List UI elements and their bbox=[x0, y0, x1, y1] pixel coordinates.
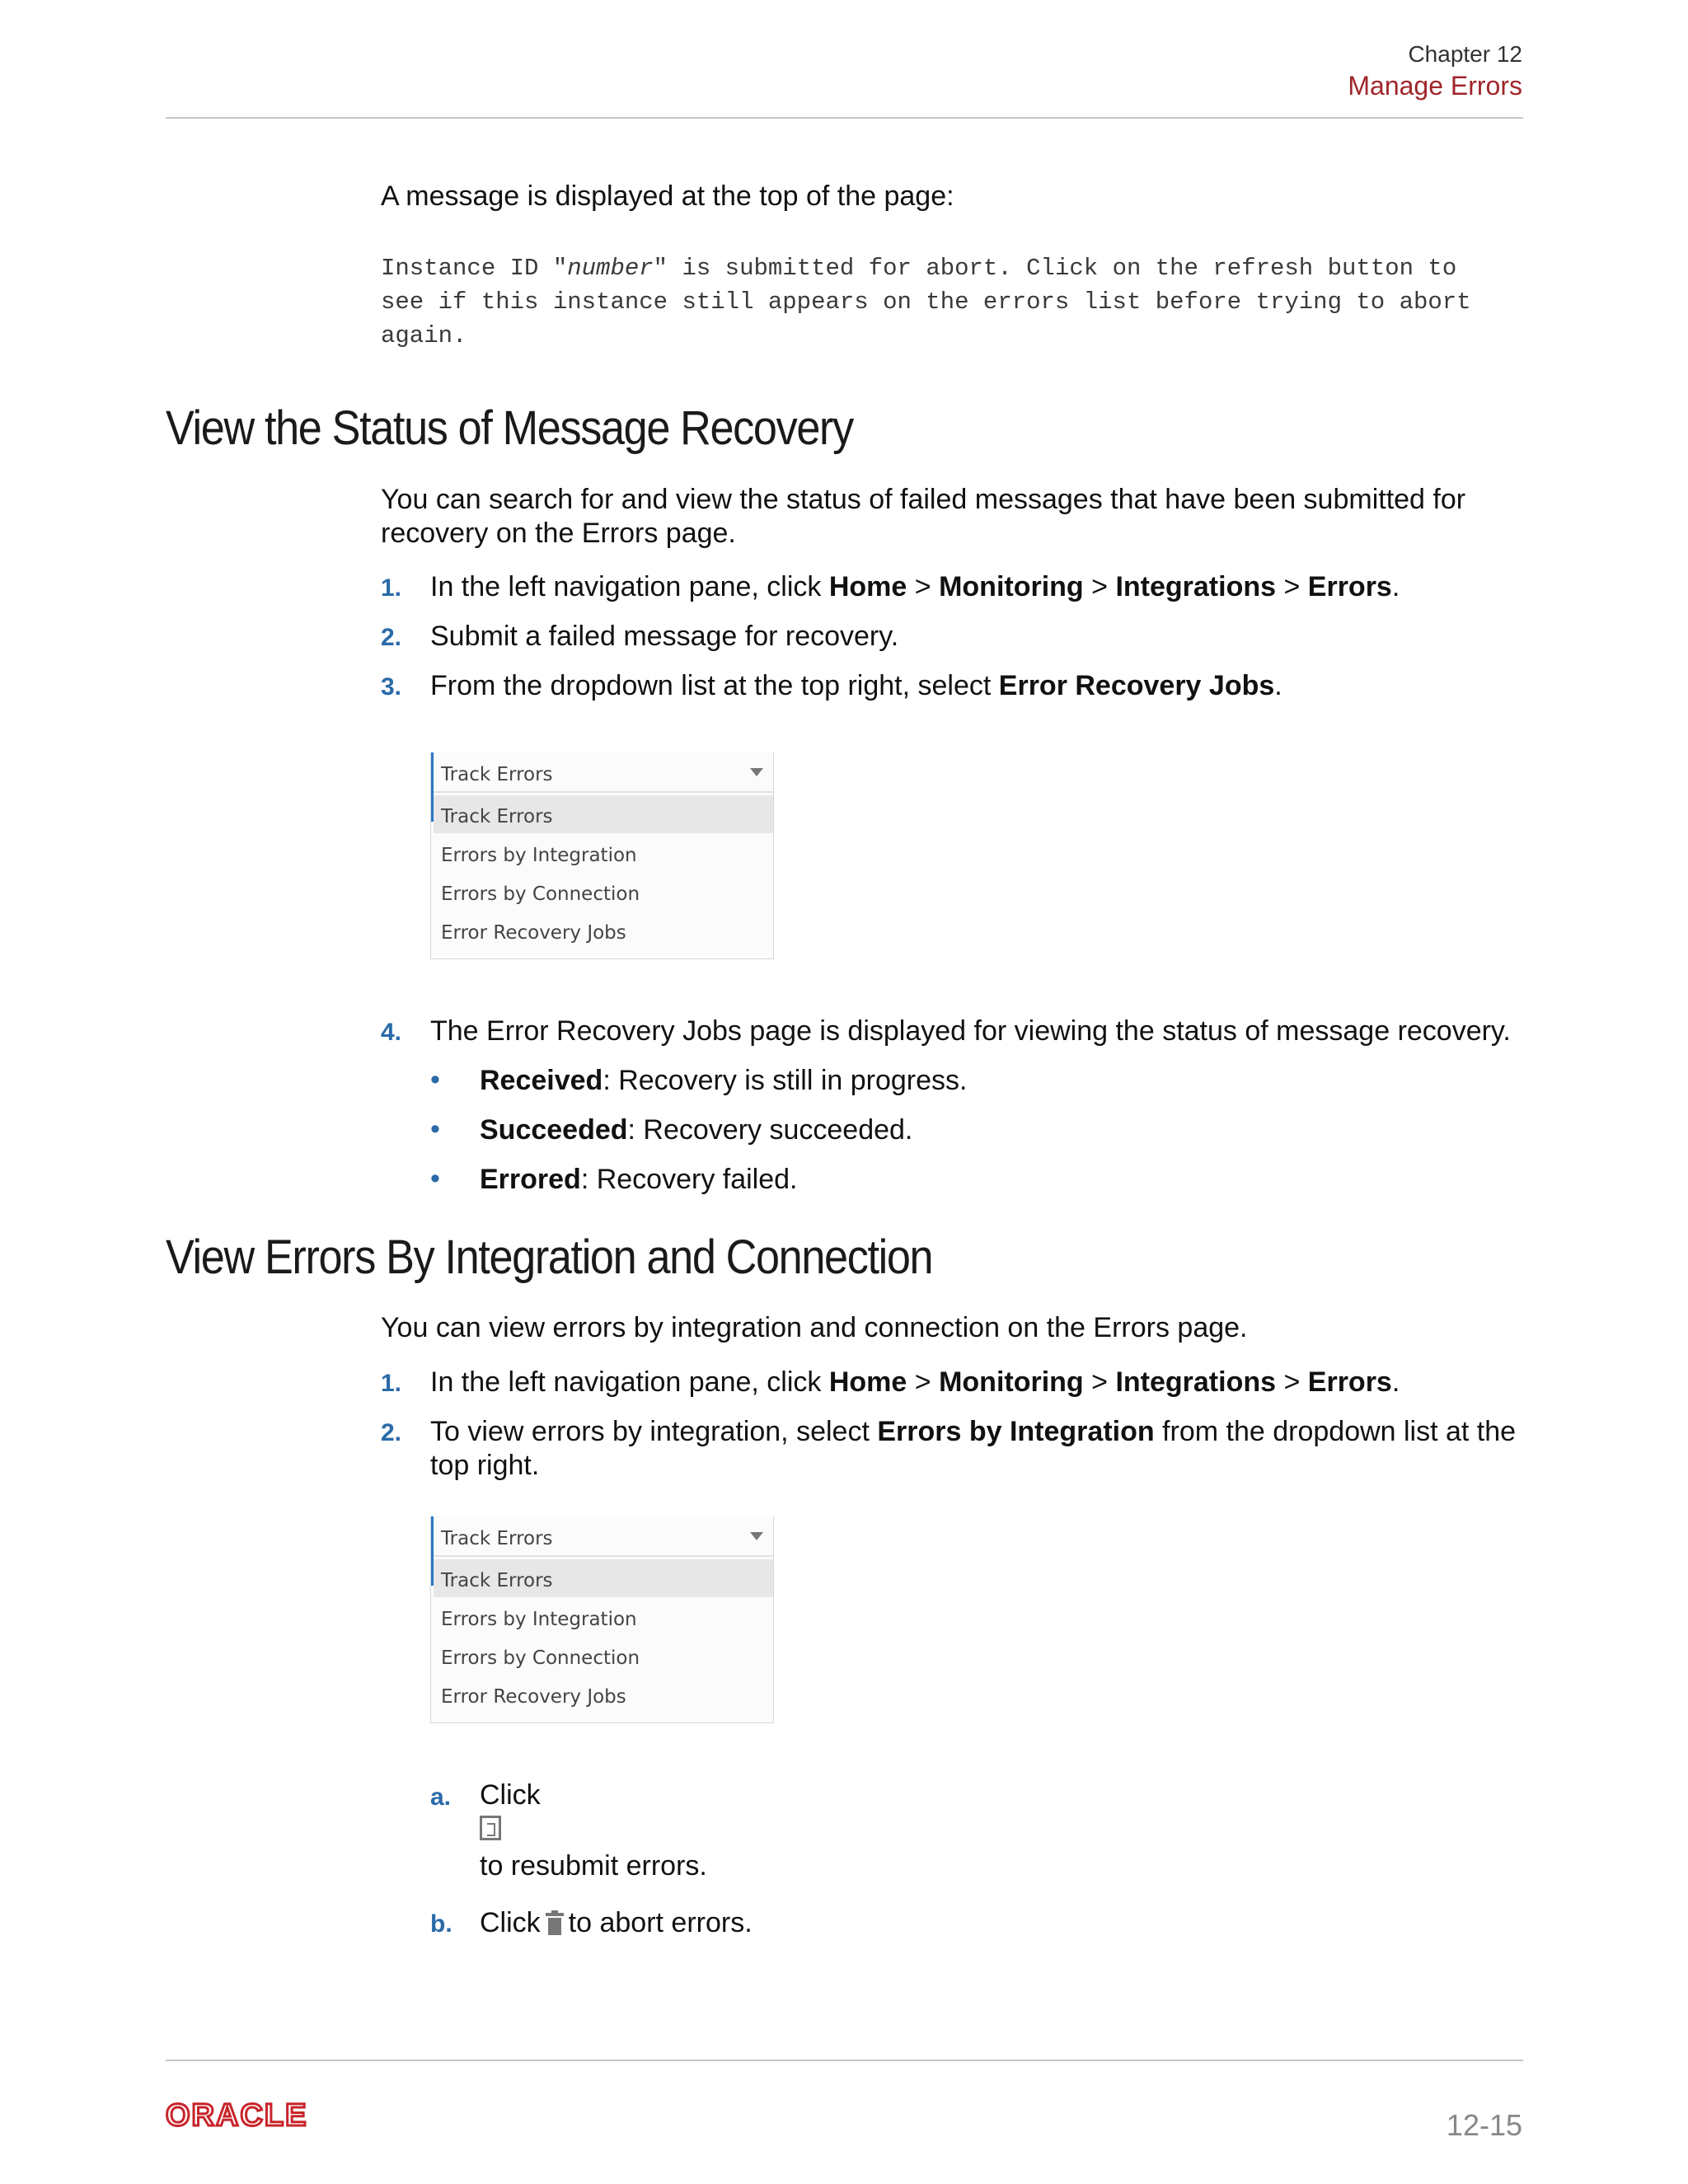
section2-para: You can view errors by integration and connection on the Errors page. bbox=[381, 1312, 1248, 1343]
nav-errors: Errors bbox=[1307, 1366, 1392, 1398]
dropdown-option[interactable]: Track Errors bbox=[441, 1570, 553, 1591]
dropdown-screenshot bbox=[430, 752, 774, 959]
dropdown-option[interactable]: Error Recovery Jobs bbox=[441, 1686, 626, 1708]
nav-monitoring: Monitoring bbox=[939, 1366, 1084, 1398]
step-text-part: from the dropdown list at the bbox=[1154, 1416, 1517, 1447]
bullet-desc: : Recovery is still in progress. bbox=[603, 1065, 968, 1096]
step-text bbox=[430, 1366, 1400, 1399]
step-number: 1. bbox=[381, 1370, 402, 1397]
step-end: . bbox=[1274, 670, 1282, 701]
bullet-mark: • bbox=[430, 1113, 440, 1145]
chapter-title: Manage Errors bbox=[1348, 71, 1522, 101]
bullet-term: Received bbox=[480, 1065, 603, 1096]
step-number: 3. bbox=[381, 673, 402, 701]
dropdown-selected[interactable]: Track Errors bbox=[441, 1528, 553, 1549]
section-heading-recovery: View the Status of Message Recovery bbox=[166, 401, 853, 455]
step-number: 2. bbox=[381, 624, 402, 651]
dropdown-divider bbox=[434, 1555, 773, 1557]
separator: > bbox=[1083, 571, 1116, 602]
substep-text bbox=[480, 1906, 753, 1940]
nav-home: Home bbox=[828, 1366, 907, 1398]
oracle-logo bbox=[166, 2100, 347, 2134]
page-number: 12-15 bbox=[1446, 2108, 1522, 2142]
code-line3: again. bbox=[381, 322, 467, 349]
code-block bbox=[381, 251, 1471, 353]
bullet-desc: : Recovery failed. bbox=[580, 1164, 798, 1195]
step-text-line1 bbox=[430, 1415, 1526, 1449]
step-end: . bbox=[1391, 571, 1400, 602]
dropdown-option[interactable]: Errors by Connection bbox=[441, 883, 640, 905]
separator: > bbox=[907, 571, 940, 602]
step-text-line2: top right. bbox=[430, 1450, 540, 1481]
code-prefix: Instance ID " bbox=[381, 255, 568, 282]
step-number: 4. bbox=[381, 1019, 402, 1046]
footer-divider bbox=[166, 2060, 1523, 2061]
code-line1-rest: " is submitted for abort. Click on the refresh button to bbox=[653, 255, 1457, 282]
chapter-label: Chapter 12 bbox=[1408, 41, 1522, 67]
separator: > bbox=[907, 1366, 940, 1398]
step-text bbox=[430, 669, 1282, 703]
bullet-item bbox=[480, 1064, 967, 1098]
bullet-item bbox=[480, 1113, 912, 1147]
section1-para bbox=[381, 483, 1465, 551]
bullet-term: Succeeded bbox=[480, 1114, 628, 1146]
step-text bbox=[430, 1415, 1526, 1483]
nav-monitoring: Monitoring bbox=[939, 571, 1084, 602]
dropdown-option[interactable]: Error Recovery Jobs bbox=[441, 922, 626, 944]
dropdown-selected[interactable]: Track Errors bbox=[441, 764, 553, 785]
substep-text-part: to abort errors. bbox=[568, 1907, 753, 1938]
step-text-part: In the left navigation pane, click bbox=[430, 571, 829, 602]
trash-icon[interactable] bbox=[546, 1910, 564, 1935]
substep-letter: a. bbox=[430, 1783, 452, 1811]
nav-integrations: Integrations bbox=[1115, 571, 1277, 602]
nav-integrations: Integrations bbox=[1115, 1366, 1277, 1398]
step-text: The Error Recovery Jobs page is displayed for viewing the status of message recovery. bbox=[430, 1015, 1511, 1047]
section-heading-integration: View Errors By Integration and Connection bbox=[166, 1230, 933, 1284]
step-end: . bbox=[1391, 1366, 1400, 1398]
dropdown-option[interactable]: Track Errors bbox=[441, 806, 553, 827]
chevron-down-icon[interactable] bbox=[750, 768, 763, 776]
oracle-logo-text: ORACLE bbox=[166, 2100, 308, 2130]
bullet-term: Errored bbox=[480, 1164, 581, 1195]
dropdown-option[interactable]: Errors by Integration bbox=[441, 845, 637, 866]
separator: > bbox=[1083, 1366, 1116, 1398]
option-error-recovery-jobs: Error Recovery Jobs bbox=[998, 670, 1275, 701]
intro-text: A message is displayed at the top of the page: bbox=[381, 180, 954, 212]
step-text-part: In the left navigation pane, click bbox=[430, 1366, 829, 1398]
section1-para-line2: recovery on the Errors page. bbox=[381, 518, 736, 549]
bullet-item bbox=[480, 1163, 798, 1197]
dropdown-option[interactable]: Errors by Connection bbox=[441, 1647, 640, 1669]
substep-text: to resubmit errors. bbox=[480, 1850, 707, 1882]
step-text: Submit a failed message for recovery. bbox=[430, 621, 899, 652]
header-divider bbox=[166, 117, 1523, 119]
bullet-mark: • bbox=[430, 1163, 440, 1194]
step-number: 2. bbox=[381, 1419, 402, 1446]
nav-errors: Errors bbox=[1307, 571, 1392, 602]
bullet-desc: : Recovery succeeded. bbox=[627, 1114, 913, 1146]
substep-text: Click bbox=[480, 1779, 541, 1811]
step-text-part: From the dropdown list at the top right, select bbox=[430, 670, 999, 701]
chevron-down-icon[interactable] bbox=[750, 1532, 763, 1540]
substep-text-part: Click bbox=[480, 1907, 541, 1938]
step-text-part: To view errors by integration, select bbox=[430, 1416, 878, 1447]
dropdown-option[interactable]: Errors by Integration bbox=[441, 1609, 637, 1630]
separator: > bbox=[1276, 571, 1308, 602]
option-errors-by-integration: Errors by Integration bbox=[877, 1416, 1155, 1447]
dropdown-screenshot bbox=[430, 1516, 774, 1723]
resubmit-icon[interactable] bbox=[480, 1816, 501, 1844]
bullet-mark: • bbox=[430, 1064, 440, 1095]
code-line2: see if this instance still appears on the errors list before trying to abort bbox=[381, 288, 1471, 316]
separator: > bbox=[1276, 1366, 1308, 1398]
step-text bbox=[430, 570, 1400, 604]
nav-home: Home bbox=[828, 571, 907, 602]
substep-letter: b. bbox=[430, 1910, 452, 1938]
code-var: number bbox=[567, 255, 654, 282]
dropdown-divider bbox=[434, 791, 773, 793]
section1-para-line1: You can search for and view the status of failed messages that have been submitted for bbox=[381, 484, 1466, 515]
step-number: 1. bbox=[381, 574, 402, 602]
